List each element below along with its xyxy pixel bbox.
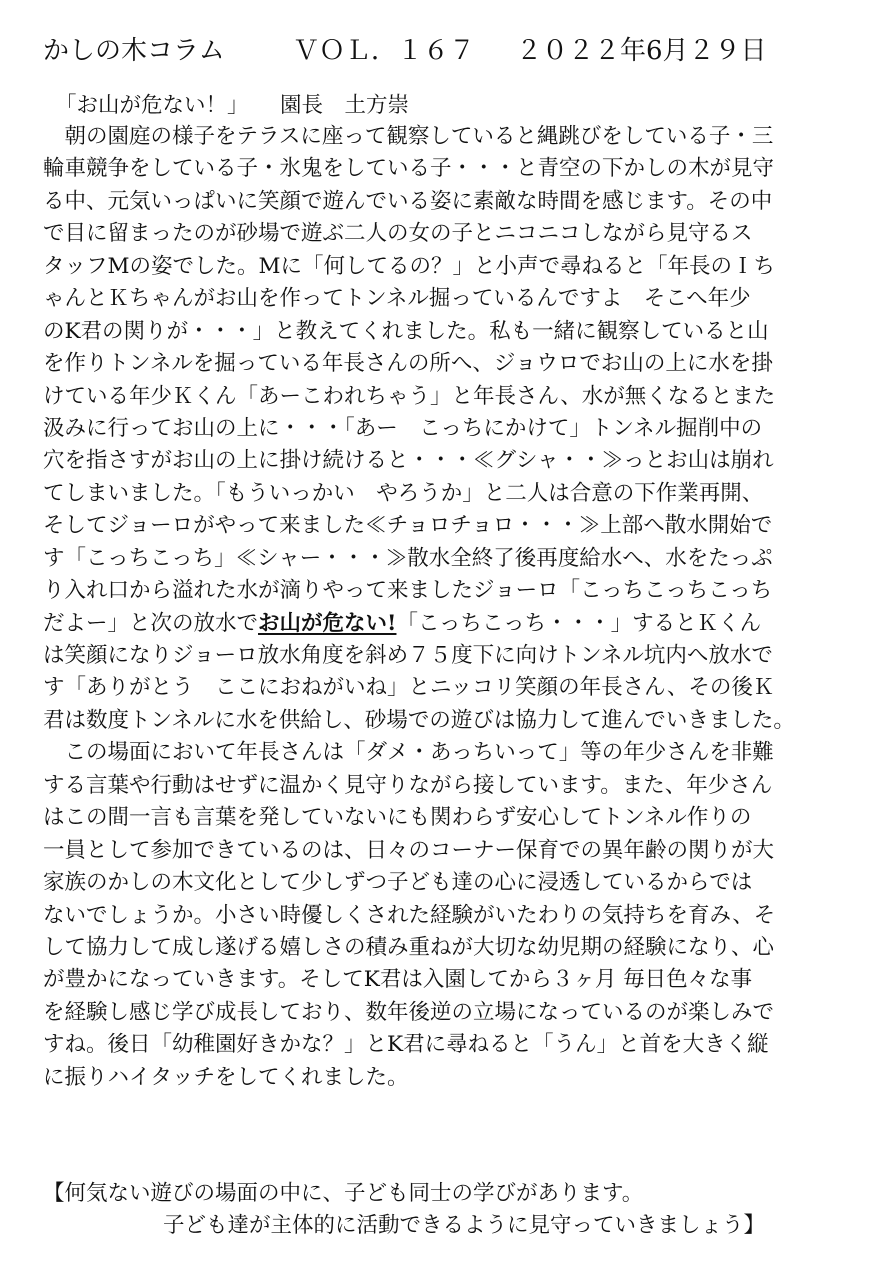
closing-line-1: 【何気ない遊びの場面の中に、子ども同士の学びがあります。 bbox=[43, 1181, 644, 1206]
body-line: す「ありがとう ここにおねがいね」とニッコリ笑顔の年長さん、その後Ｋ bbox=[43, 675, 775, 701]
body-line: はこの間一言も言葉を発していないにも関わらず安心してトンネル作りの bbox=[43, 805, 752, 831]
line-text-after: 「こっちこっち・・・」するとＫくん bbox=[396, 610, 762, 636]
body-line: 汲みに行ってお山の上に・・・「あー こっちにかけて」トンネル掘削中の bbox=[43, 415, 763, 441]
body-line: 朝の園庭の様子をテラスに座って観察していると縄跳びをしている子・三 bbox=[43, 124, 774, 149]
body-line: 一員として参加できているのは、日々のコーナー保育での異年齢の関りが大 bbox=[43, 837, 775, 863]
body-line: する言葉や行動はせずに温かく見守りながら接しています。また、年少さん bbox=[43, 772, 773, 798]
body-line: で目に留まったのが砂場で遊ぶ二人の女の子とニコニコしながら見守るス bbox=[43, 221, 753, 247]
body-line: けている年少Ｋくん「あーこわれちゃう」と年長さん、水が無くなるとまた bbox=[43, 383, 776, 409]
body-line: る中、元気いっぱいに笑顔で遊んでいる姿に素敵な時間を感じます。その中 bbox=[43, 188, 773, 214]
closing-line-2: 子ども達が主体的に活動できるように見守っていきましょう】 bbox=[163, 1213, 766, 1239]
body-line: この場面において年長さんは「ダメ・あっちいって」等の年少さんを非難 bbox=[43, 740, 774, 766]
body-line: のK君の関りが・・・」と教えてくれました。私も一緒に観察していると山 bbox=[43, 318, 769, 344]
article-title: 「お山が危ない！」 bbox=[55, 93, 249, 118]
closing-message bbox=[43, 1178, 863, 1243]
body-line: 輪車競争をしている子・氷鬼をしている子・・・と青空の下かしの木が見守 bbox=[43, 156, 775, 182]
body-line: に振りハイタッチをしてくれました。 bbox=[43, 1064, 409, 1090]
body-line: すね。後日「幼稚園好きかな？」とK君に尋ねると「うん」と首を大きく縦 bbox=[43, 1032, 769, 1058]
body-line: てしまいました。「もういっかい やろうか」と二人は合意の下作業再開、 bbox=[43, 480, 764, 506]
line-text-before: だよー」と次の放水で bbox=[43, 610, 259, 636]
body-line: ゃんとＫちゃんがお山を作ってトンネル掘っているんですよ そこへ年少 bbox=[43, 286, 751, 312]
body-line: 穴を指さすがお山の上に掛け続けると・・・≪グシャ・・≫っとお山は崩れ bbox=[43, 448, 774, 474]
article-body bbox=[43, 121, 863, 1094]
issue-date: ２０２２年6月２９日 bbox=[516, 36, 767, 66]
article-author: 園長 土方崇 bbox=[280, 93, 410, 118]
body-line: を作りトンネルを掘っている年長さんの所へ、ジョウロでお山の上に水を掛 bbox=[43, 351, 773, 377]
body-line: す「こっちこっち」≪シャー・・・≫散水全終了後再度給水へ、水をたっぷ bbox=[43, 545, 773, 571]
body-line: は笑顔になりジョーロ放水角度を斜め７５度下に向けトンネル坑内へ放水で bbox=[43, 643, 773, 668]
volume-number: ＶＯＬ．１６７ bbox=[293, 36, 476, 66]
body-line: タッフMの姿でした。Mに「何してるの？」と小声で尋ねると「年長のＩち bbox=[43, 253, 776, 279]
emphasis-text: お山が危ない! bbox=[258, 610, 397, 636]
body-line: そしてジョーロがやって来ました≪チョロチョロ・・・≫上部へ散水開始で bbox=[43, 513, 773, 539]
body-line: ないでしょうか。小さい時優しくされた経験がいたわりの気持ちを育み、そ bbox=[43, 902, 776, 928]
body-line: 君は数度トンネルに水を供給し、砂場での遊びは協力して進んでいきました。 bbox=[43, 707, 795, 733]
body-line: を経験し感じ学び成長しており、数年後逆の立場になっているのが楽しみで bbox=[43, 999, 775, 1025]
body-line: が豊かになっていきます。そしてK君は入園してから３ヶ月 毎日色々な事 bbox=[43, 967, 753, 993]
body-line: して協力して成し遂げる嬉しさの積み重ねが大切な幼児期の経験になり、心 bbox=[43, 934, 775, 960]
body-line: 家族のかしの木文化として少しずつ子ども達の心に浸透しているからでは bbox=[43, 870, 753, 896]
body-line: り入れ口から溢れた水が滴りやって来ましたジョーロ「こっちこっちこっち bbox=[43, 578, 773, 604]
column-name: かしの木コラム bbox=[43, 36, 225, 66]
body-line-emphasis bbox=[43, 608, 863, 640]
